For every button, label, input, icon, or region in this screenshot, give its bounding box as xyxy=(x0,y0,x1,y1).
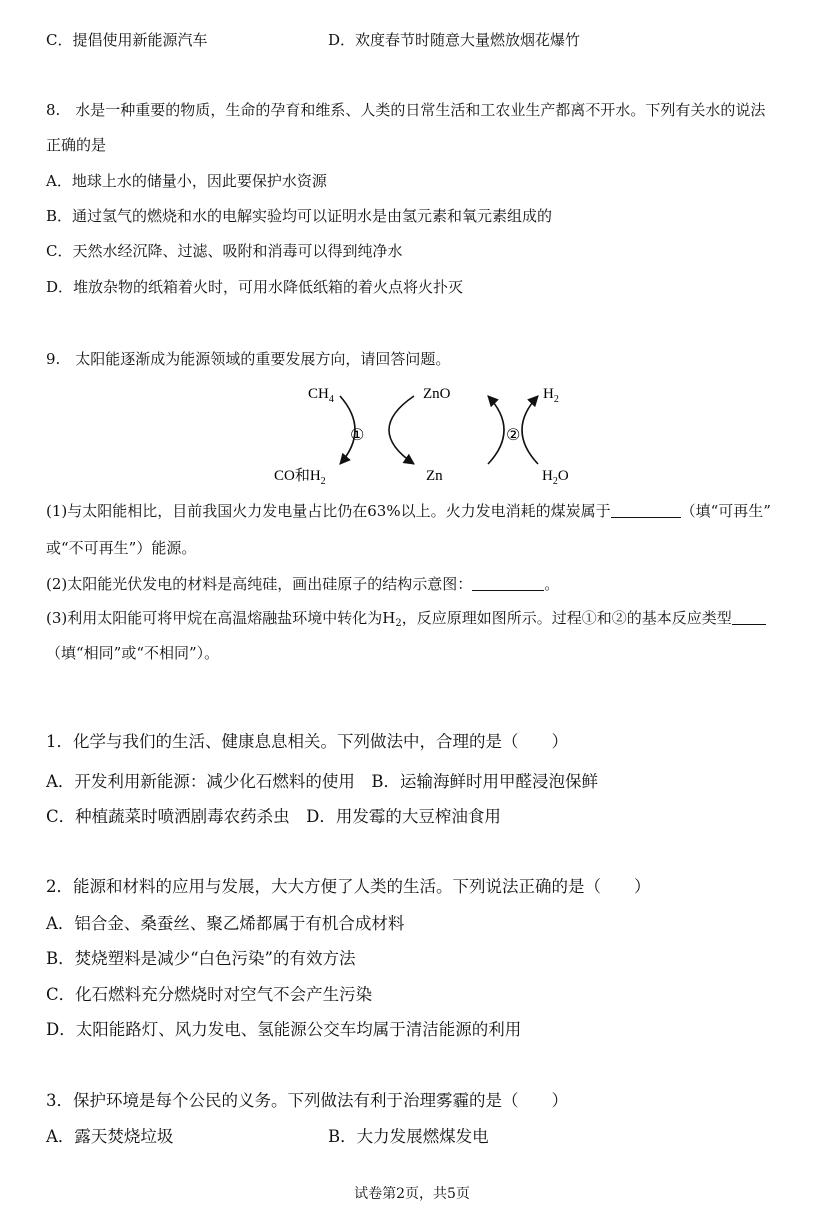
q2-option-d: D．太阳能路灯、风力发电、氢能源公交车均属于清洁能源的利用 xyxy=(46,1020,522,1039)
label-step2: ② xyxy=(506,425,521,444)
q2-option-c: C．化石燃料充分燃烧时对空气不会产生污染 xyxy=(46,985,373,1004)
q9-part1-line2: 或“不可再生”）能源。 xyxy=(46,539,197,557)
arc-h2o-to-h2 xyxy=(522,396,538,464)
q9-part3-line1: (3)利用太阳能可将甲烷在高温熔融盐环境中转化为$H_2$，反应原理如图所示。过程①和②的基本反应类型 xyxy=(46,608,766,634)
q9-part2-blank xyxy=(472,576,544,591)
label-ch4: $CH_4$ xyxy=(308,386,334,405)
q7-option-d: D．欢度春节时随意大量燃放烟花爆竹 xyxy=(328,31,581,49)
q8-option-d: D．堆放杂物的纸箱着火时，可用水降低纸箱的着火点将火扑灭 xyxy=(46,278,464,296)
q9-part3-line2: （填“相同”或“不相同”）。 xyxy=(46,644,220,662)
q3-option-b: B．大力发展燃煤发电 xyxy=(328,1127,489,1146)
q8-stem-line1: 8. 水是一种重要的物质，生命的孕育和维系、人类的日常生活和工农业生产都离不开水。下列有关水的说法 xyxy=(46,101,766,119)
q9-part2: (2)太阳能光伏发电的材料是高纯硅，画出硅原子的结构示意图： 。 xyxy=(46,575,560,593)
reaction-cycle-diagram xyxy=(268,372,598,492)
q8-option-c: C．天然水经沉降、过滤、吸附和消毒可以得到纯净水 xyxy=(46,242,403,260)
label-zno: ZnO xyxy=(423,386,451,402)
label-h2o: $H_2O$ xyxy=(542,468,569,487)
q8-option-b: B．通过氢气的燃烧和水的电解实验均可以证明水是由氢元素和氧元素组成的 xyxy=(46,207,553,225)
q1-options-ab: A．开发利用新能源：减少化石燃料的使用 B．运输海鲜时用甲醛浸泡保鲜 xyxy=(46,772,599,791)
q8-option-a: A．地球上水的储量小，因此要保护水资源 xyxy=(46,172,327,190)
q9-stem: 9. 太阳能逐渐成为能源领域的重要发展方向，请回答问题。 xyxy=(46,350,451,368)
q2-stem: 2．能源和材料的应用与发展，大大方便了人类的生活。下列说法正确的是（ ） xyxy=(46,877,651,896)
q1-options-cd: C．种植蔬菜时喷洒剧毒农药杀虫 D．用发霉的大豆榨油食用 xyxy=(46,807,501,826)
q2-option-a: A．铝合金、桑蚕丝、聚乙烯都属于有机合成材料 xyxy=(46,914,405,933)
label-step1: ① xyxy=(350,425,365,444)
q8-stem-line2: 正确的是 xyxy=(46,136,107,154)
q9-part1-line1: (1)与太阳能相比，目前我国火力发电量占比仍在63%以上。火力发电消耗的煤炭属于 （填“可再生” xyxy=(46,502,771,520)
label-co-h2: CO和$H_2$ xyxy=(274,468,326,487)
q3-option-a: A．露天焚烧垃圾 xyxy=(46,1127,174,1146)
q2-option-b: B．焚烧塑料是减少“白色污染”的有效方法 xyxy=(46,949,356,968)
q3-stem: 3．保护环境是每个公民的义务。下列做法有利于治理雾霾的是（ ） xyxy=(46,1091,568,1110)
page-footer: 试卷第2页，共5页 xyxy=(354,1186,470,1202)
label-h2: $H_2$ xyxy=(543,386,559,405)
arc-zn-to-zno xyxy=(488,396,504,464)
q1-stem: 1．化学与我们的生活、健康息息相关。下列做法中，合理的是（ ） xyxy=(46,732,568,751)
q9-part1-blank xyxy=(611,503,681,518)
label-zn: Zn xyxy=(426,468,443,484)
arc-zno-to-zn xyxy=(389,396,414,464)
q7-option-c: C．提倡使用新能源汽车 xyxy=(46,31,208,49)
q9-part3-blank xyxy=(732,610,766,625)
